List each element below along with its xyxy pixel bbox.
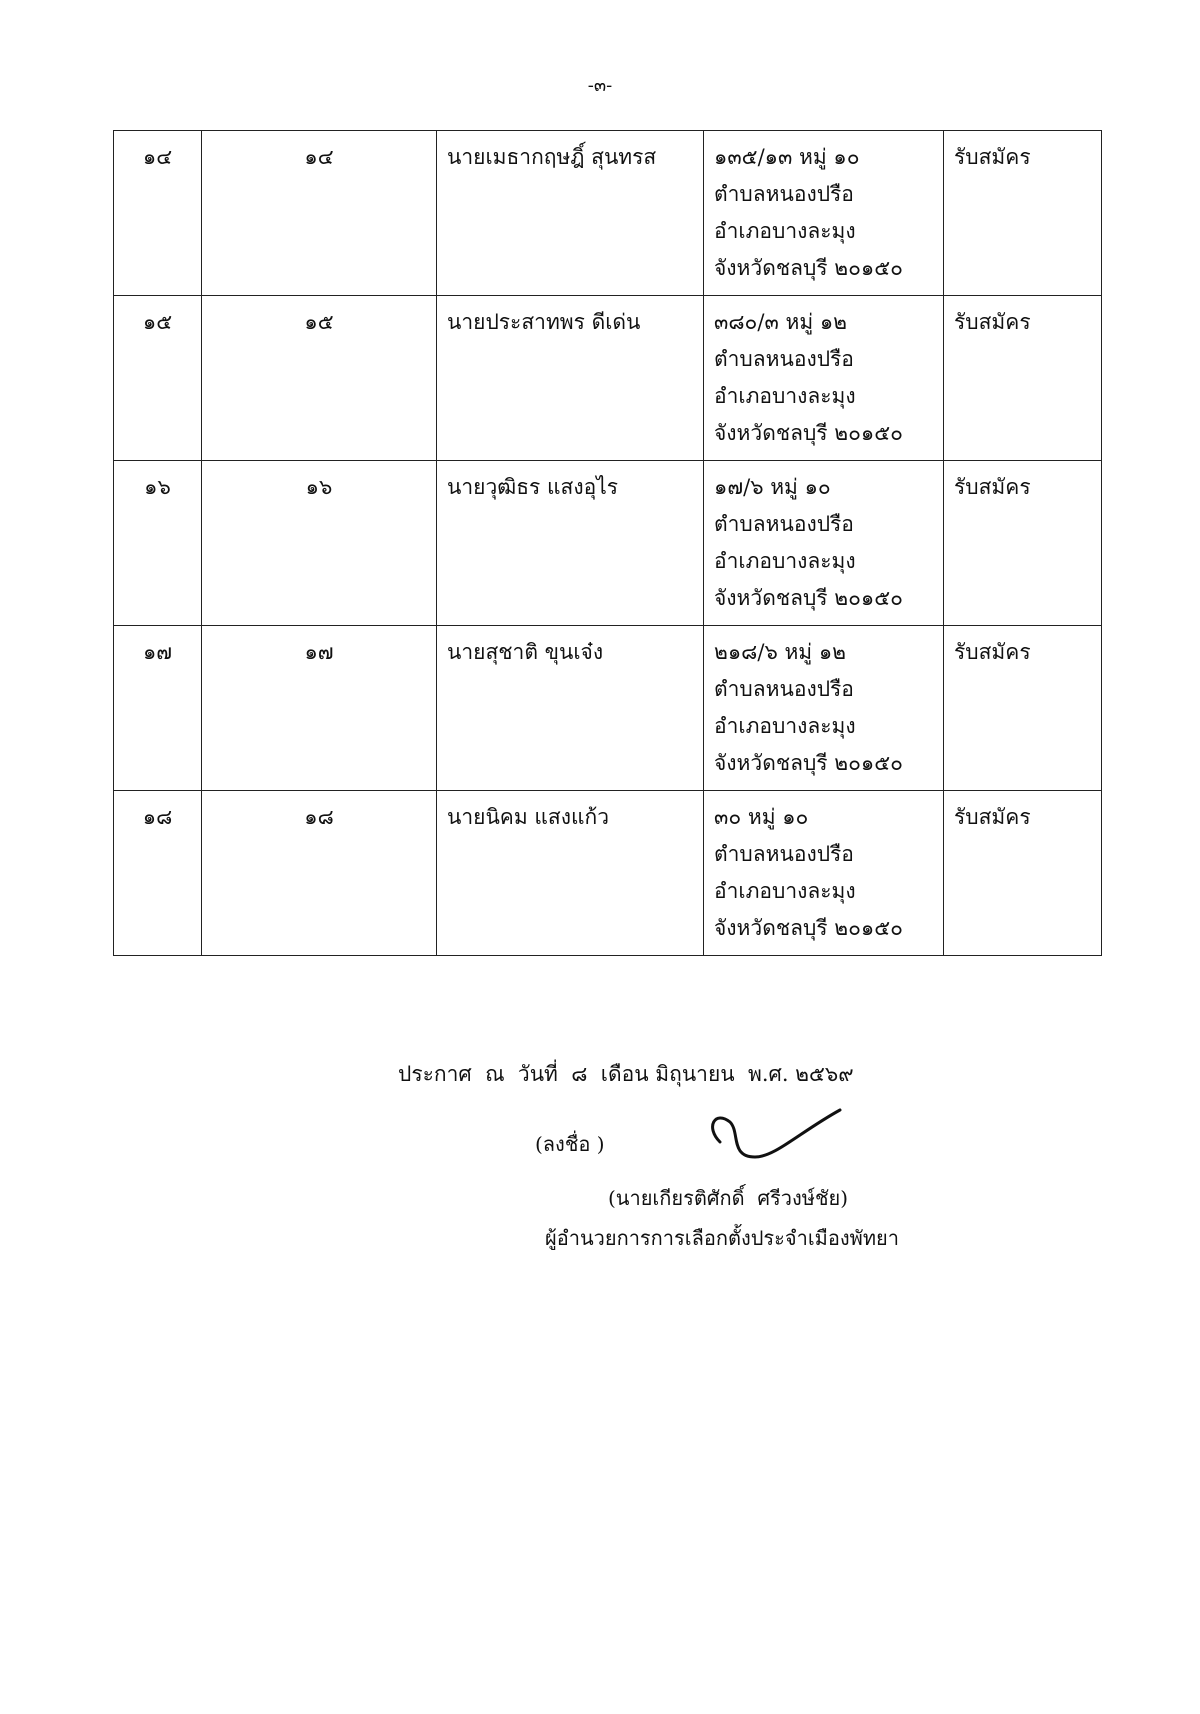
address-cell <box>704 461 944 626</box>
row-order-cell: ๑๕ <box>114 296 202 461</box>
address-line: จังหวัดชลบุรี ๒๐๑๕๐ <box>714 751 903 775</box>
address-line: ๓๐ หมู่ ๑๐ <box>714 805 809 829</box>
address-cell <box>704 791 944 956</box>
table-row <box>114 461 1102 626</box>
candidate-number-cell: ๑๔ <box>202 131 437 296</box>
table-row <box>114 791 1102 956</box>
address-line: อำเภอบางละมุง <box>714 384 856 408</box>
address-line: ๑๓๕/๑๓ หมู่ ๑๐ <box>714 145 860 169</box>
candidate-table-wrapper <box>113 130 1101 956</box>
signature-label: (ลงชื่อ ) <box>535 1132 605 1156</box>
handwritten-signature <box>700 1102 860 1172</box>
table-row <box>114 296 1102 461</box>
address-line: ๒๑๘/๖ หมู่ ๑๒ <box>714 640 846 664</box>
candidate-number-cell: ๑๗ <box>202 626 437 791</box>
address-line: จังหวัดชลบุรี ๒๐๑๕๐ <box>714 586 903 610</box>
address-line: ตำบลหนองปรือ <box>714 347 854 371</box>
candidate-number-cell: ๑๕ <box>202 296 437 461</box>
address-line: จังหวัดชลบุรี ๒๐๑๕๐ <box>714 421 903 445</box>
row-order-cell: ๑๗ <box>114 626 202 791</box>
address-line: อำเภอบางละมุง <box>714 219 856 243</box>
status-cell: รับสมัคร <box>944 296 1102 461</box>
address-cell <box>704 626 944 791</box>
table-row <box>114 131 1102 296</box>
candidate-name-cell: นายประสาทพร ดีเด่น <box>437 296 704 461</box>
candidate-name-cell: นายนิคม แสงแก้ว <box>437 791 704 956</box>
status-cell: รับสมัคร <box>944 461 1102 626</box>
address-line: จังหวัดชลบุรี ๒๐๑๕๐ <box>714 916 903 940</box>
candidate-name-cell: นายวุฒิธร แสงอุไร <box>437 461 704 626</box>
address-cell <box>704 131 944 296</box>
announcement-date: ประกาศ ณ วันที่ ๘ เดือน มิถุนายน พ.ศ. ๒๕๖๙ <box>398 1062 854 1086</box>
status-cell: รับสมัคร <box>944 791 1102 956</box>
address-line: อำเภอบางละมุง <box>714 714 856 738</box>
address-line: ตำบลหนองปรือ <box>714 677 854 701</box>
address-cell <box>704 296 944 461</box>
signer-name: (นายเกียรติศักดิ์ ศรีวงษ์ชัย) <box>608 1186 849 1210</box>
row-order-cell: ๑๔ <box>114 131 202 296</box>
address-line: อำเภอบางละมุง <box>714 549 856 573</box>
address-line: จังหวัดชลบุรี ๒๐๑๕๐ <box>714 256 903 280</box>
row-order-cell: ๑๘ <box>114 791 202 956</box>
signer-title: ผู้อำนวยการการเลือกตั้งประจำเมืองพัทยา <box>545 1226 899 1250</box>
candidate-table <box>113 130 1102 956</box>
status-cell: รับสมัคร <box>944 131 1102 296</box>
candidate-name-cell: นายสุชาติ ขุนเจ๋ง <box>437 626 704 791</box>
address-line: ตำบลหนองปรือ <box>714 842 854 866</box>
page-number: -๓- <box>587 75 613 96</box>
address-line: ๓๘๐/๓ หมู่ ๑๒ <box>714 310 848 334</box>
candidate-number-cell: ๑๘ <box>202 791 437 956</box>
row-order-cell: ๑๖ <box>114 461 202 626</box>
status-cell: รับสมัคร <box>944 626 1102 791</box>
candidate-table-body <box>114 131 1102 956</box>
address-line: อำเภอบางละมุง <box>714 879 856 903</box>
candidate-name-cell: นายเมธากฤษฎิ์ สุนทรส <box>437 131 704 296</box>
table-row <box>114 626 1102 791</box>
address-line: ๑๗/๖ หมู่ ๑๐ <box>714 475 831 499</box>
candidate-number-cell: ๑๖ <box>202 461 437 626</box>
address-line: ตำบลหนองปรือ <box>714 182 854 206</box>
address-line: ตำบลหนองปรือ <box>714 512 854 536</box>
